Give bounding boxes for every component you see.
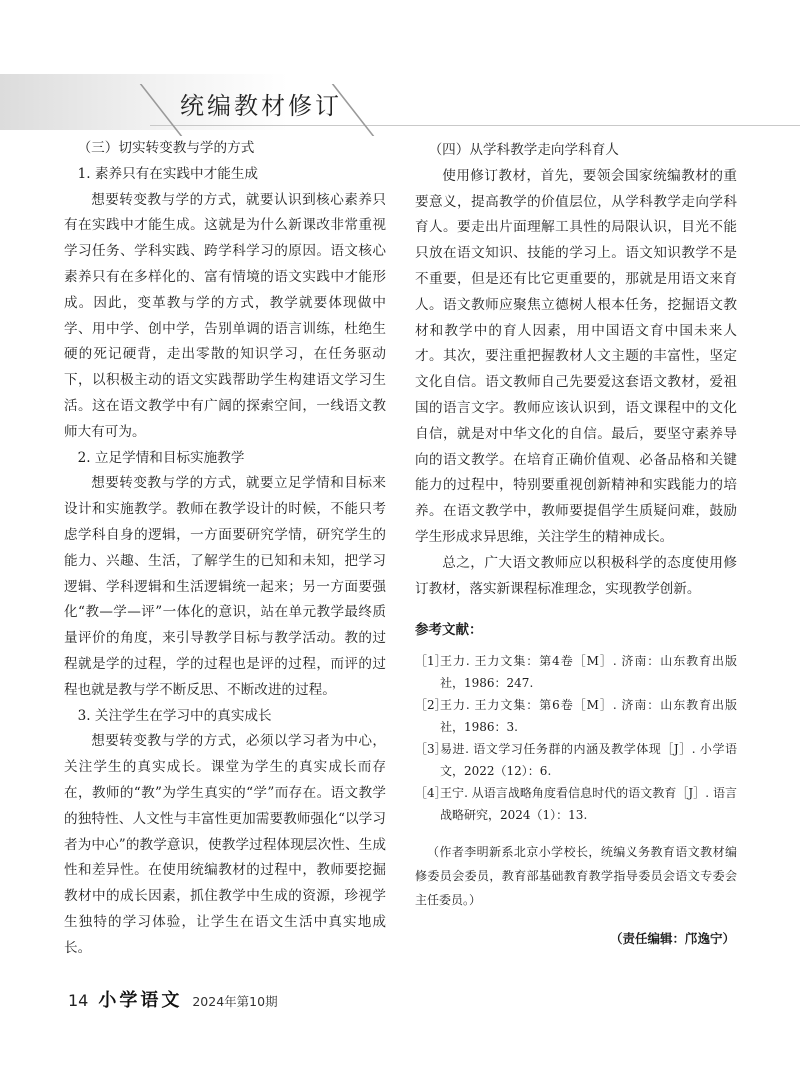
subheading-2: 2. 立足学情和目标实施教学 bbox=[77, 449, 245, 466]
paragraph: 想要转变教与学的方式，就要认识到核心素养只有在实践中才能生成。这就是为什么新课改非常重视学习任务、学科实践、跨学科学习的原因。语文核心素养只有在多样化的、富有情境的语文实践中才能形成。因此，变革教与学的方式，教学就要体现做中学、用中学、创中学，告别单调的语言训练，杜绝生硬的死记硬背，走出零散的知识学习，在任务驱动下，以积极主动的语文实践帮助学生构建语文学习生活。这在语文教学中有广阔的探索空间，一线语文教师大有可为。 bbox=[64, 191, 386, 440]
page-footer bbox=[68, 986, 278, 1012]
author-note: （作者李明新系北京小学校长，统编义务教育语文教材编修委员会委员，教育部基础教育教学指导委员会语文专委会主任委员。） bbox=[415, 845, 737, 908]
reference-text: 易进. 语文学习任务群的内涵及教学体现［J］. 小学语文，2022（12）：6. bbox=[440, 742, 737, 779]
reference-number: ［2］ bbox=[415, 698, 447, 713]
reference-number: ［3］ bbox=[415, 742, 447, 757]
reference-text: 王力. 王力文集：第6卷［M］. 济南：山东教育出版社，1986：3. bbox=[440, 698, 737, 735]
reference-number: ［4］ bbox=[415, 786, 447, 801]
reference-item bbox=[415, 650, 737, 694]
paragraph: 总之，广大语文教师应以积极科学的态度使用修订教材，落实新课程标准理念，实现教学创新。 bbox=[415, 554, 737, 597]
heading-4: （四）从学科教学走向学科育人 bbox=[428, 142, 619, 158]
responsible-editor: （责任编辑：邝逸宁） bbox=[609, 931, 735, 947]
paragraph: 想要转变教与学的方式，必须以学习者为中心，关注学生的真实成长。课堂为学生的真实成长而存在，教师的“教”为学生真实的“学”而存在。语文教学的独特性、人文性与丰富性更加需要教师强化“以学习者为中心”的教学意识，使教学过程体现层次性、生成性和差异性。在使用统编教材的过程中，教师要挖掘教材中的成长因素，抓住教学中生成的资源，珍视学生独特的学习体验，让学生在语文生活中真实地成长。 bbox=[64, 733, 386, 956]
header-band bbox=[0, 74, 800, 130]
reference-number: ［1］ bbox=[415, 654, 447, 669]
heading-3: （三）切实转变教与学的方式 bbox=[77, 140, 255, 156]
section-title: 统编教材修订 bbox=[180, 92, 342, 120]
reference-text: 王宁. 从语言战略角度看信息时代的语文教育［J］. 语言战略研究，2024（1）：13. bbox=[440, 786, 737, 823]
reference-item bbox=[415, 694, 737, 738]
paragraph: 使用修订教材，首先，要领会国家统编教材的重要意义，提高教学的价值层位，从学科教学走向学科育人。要走出片面理解工具性的局限认识，目光不能只放在语文知识、技能的学习上。语文知识教学不是不重要，但是还有比它更重要的，那就是用语文来育人。语文教师应聚焦立德树人根本任务，挖掘语文教材和教学中的育人因素，用中国语文育中国未来人才。其次，要注重把握教材人文主题的丰富性，坚定文化自信。语文教师自己先要爱这套语文教材，爱祖国的语言文字。教师应该认识到，语文课程中的文化自信，就是对中华文化的自信。最后，要坚守素养导向的语文教学。在培育正确价值观、必备品格和关键能力的过程中，特别要重视创新精神和实践能力的培养。在语文教学中，教师要提倡学生质疑问难，鼓励学生形成求异思维，关注学生的精神成长。 bbox=[415, 167, 737, 545]
reference-text: 王力. 王力文集：第4卷［M］. 济南：山东教育出版社，1986：247. bbox=[440, 654, 737, 691]
reference-item bbox=[415, 738, 737, 782]
page-number: 14 bbox=[68, 991, 89, 1010]
right-column bbox=[415, 138, 737, 952]
left-column bbox=[64, 138, 386, 962]
paragraph: 想要转变教与学的方式，就要立足学情和目标来设计和实施教学。教师在教学设计的时候，不能只考虑学科自身的逻辑，一方面要研究学情，研究学生的能力、兴趣、生活，了解学生的已知和未知，把学习逻辑、学科逻辑和生活逻辑统一起来；另一方面要强化“教—学—评”一体化的意识，站在单元教学最终质量评价的角度，来引导教学目标与教学活动。教的过程就是学的过程，学的过程也是评的过程，而评的过程也就是教与学不断反思、不断改进的过程。 bbox=[64, 475, 386, 698]
subheading-3: 3. 关注学生在学习中的真实成长 bbox=[77, 707, 272, 724]
issue-label: 2024年第10期 bbox=[192, 994, 278, 1009]
subheading-1: 1. 素养只有在实践中才能生成 bbox=[77, 165, 259, 182]
reference-item bbox=[415, 782, 737, 826]
references-title: 参考文献： bbox=[415, 622, 483, 639]
journal-name: 小学语文 bbox=[98, 990, 183, 1011]
